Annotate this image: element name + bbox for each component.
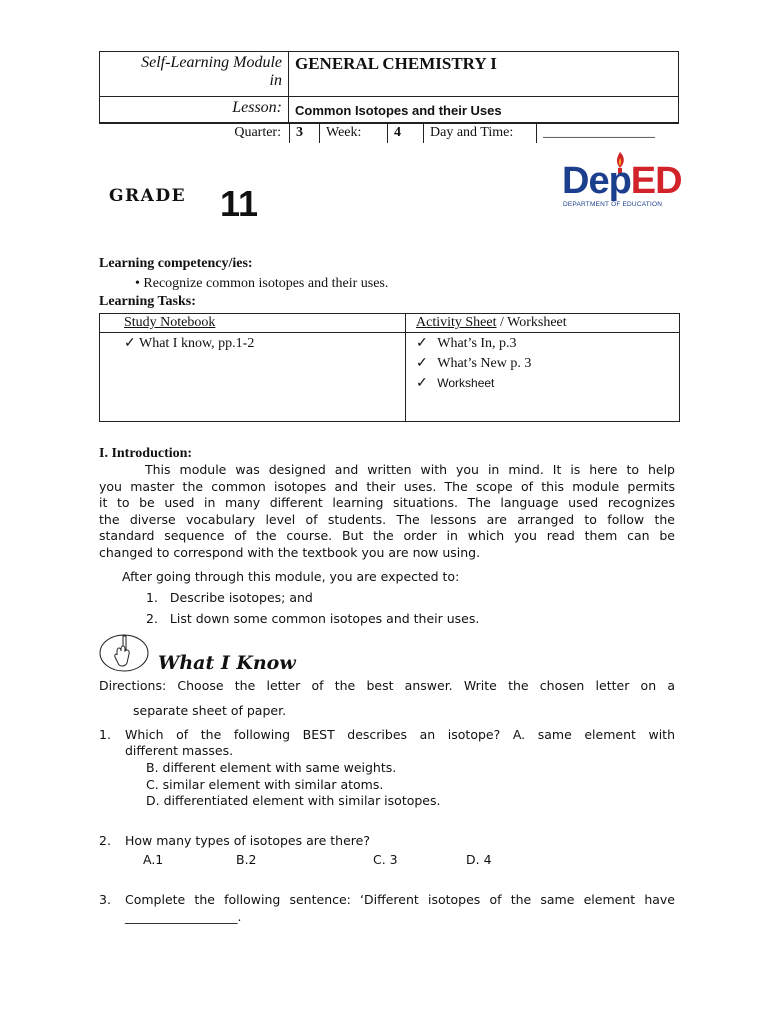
question-1-line-1: Which of the following BEST describes an isotope? A. same element with [125, 727, 675, 742]
intro-line: it to be used in many different learning situations. The language used recognizes [99, 495, 675, 511]
what-i-know-title: What I Know [158, 652, 296, 674]
objective-text: Describe isotopes; and [169, 590, 313, 605]
question-2-text: How many types of isotopes are there? [125, 833, 370, 848]
intro-line: you master the common isotopes and their uses. The scope of this module permits [99, 478, 675, 494]
checkmark-icon: ✓ [416, 376, 428, 391]
grade-number: 11 [220, 183, 259, 224]
grade-label: GRADE [109, 186, 187, 206]
bullet-icon: • [135, 276, 140, 291]
quarter-row [99, 122, 679, 143]
question-option: C. 3 [373, 852, 398, 867]
question-3-line-1: Complete the following sentence: ‘Different isotopes of the same element have [125, 892, 675, 907]
objective-number: 1. [146, 590, 158, 605]
expectation-text: After going through this module, you are expected to: [122, 569, 460, 584]
lesson-title: Common Isotopes and their Uses [289, 97, 679, 124]
task-item [416, 375, 494, 392]
task-item [416, 335, 517, 352]
subject-title: GENERAL CHEMISTRY I [289, 52, 679, 97]
checkmark-icon: ✓ [416, 336, 428, 351]
study-notebook-header: Study Notebook [124, 315, 216, 330]
deped-caption: DEPARTMENT OF EDUCATION [563, 201, 663, 208]
intro-line: changed to correspond with the textbook you are now using. [99, 544, 481, 560]
question-option: D. differentiated element with similar isotopes. [146, 793, 441, 808]
question-option: B. different element with same weights. [146, 760, 397, 775]
question-number: 2. [99, 833, 111, 848]
day-time-value: ________________ [543, 125, 655, 140]
module-label-in: in [269, 72, 282, 89]
deped-logo [556, 148, 686, 212]
week-label: Week: [319, 123, 387, 143]
intro-line: This module was designed and written with you in mind. It is here to help [145, 462, 675, 477]
directions-line-2: separate sheet of paper. [133, 703, 287, 718]
task-item-text: What’s New p. 3 [437, 356, 532, 371]
intro-heading: I. Introduction: [99, 446, 193, 461]
module-header-table [99, 51, 679, 124]
question-3-blank: __________________. [125, 909, 242, 924]
task-item [416, 355, 531, 372]
module-label-cell [100, 52, 289, 97]
question-option: C. similar element with similar atoms. [146, 777, 384, 792]
lesson-label: Lesson: [100, 97, 289, 124]
quarter-value: 3 [289, 123, 319, 143]
worksheet-header-text: / Worksheet [496, 315, 567, 330]
activity-sheet-link[interactable]: Activity Sheet [416, 315, 497, 330]
question-option: B.2 [236, 852, 257, 867]
objective-number: 2. [146, 611, 158, 626]
task-item [124, 335, 254, 352]
question-option: A.1 [143, 852, 164, 867]
competency-heading: Learning competency/ies: [99, 256, 253, 271]
task-item-text: What I know, pp.1-2 [138, 336, 255, 351]
question-1-line-2: different masses. [125, 743, 234, 758]
task-item-text: Worksheet [437, 376, 495, 390]
task-item-text: What’s In, p.3 [437, 336, 517, 351]
question-number: 1. [99, 727, 111, 742]
quarter-label: Quarter: [234, 125, 281, 140]
intro-line: the diverse vocabulary level of students. The lessons are arranged to follow the [99, 511, 675, 527]
competency-item [135, 276, 388, 292]
day-time-label: Day and Time: [423, 123, 537, 143]
question-option: D. 4 [466, 852, 492, 867]
pencil-hand-icon [99, 633, 149, 673]
module-label: Self-Learning Module [141, 54, 282, 71]
deped-logo-text: DepED [562, 160, 682, 202]
checkmark-icon: ✓ [416, 356, 428, 371]
checkmark-icon: ✓ [124, 336, 136, 351]
question-number: 3. [99, 892, 111, 907]
objective-text: List down some common isotopes and their uses. [169, 611, 480, 626]
objective-item [146, 611, 479, 626]
intro-line: standard sequence of the course. But the order in which you read them can be [99, 528, 675, 544]
activity-sheet-header [416, 315, 567, 331]
objective-item [146, 590, 313, 605]
intro-paragraph [99, 462, 675, 562]
tasks-heading: Learning Tasks: [99, 294, 196, 309]
week-value: 4 [387, 123, 423, 143]
directions-line-1: Directions: Choose the letter of the best answer. Write the chosen letter on a [99, 678, 675, 693]
competency-item-text: Recognize common isotopes and their uses. [143, 276, 389, 291]
learning-tasks-table [99, 313, 680, 422]
